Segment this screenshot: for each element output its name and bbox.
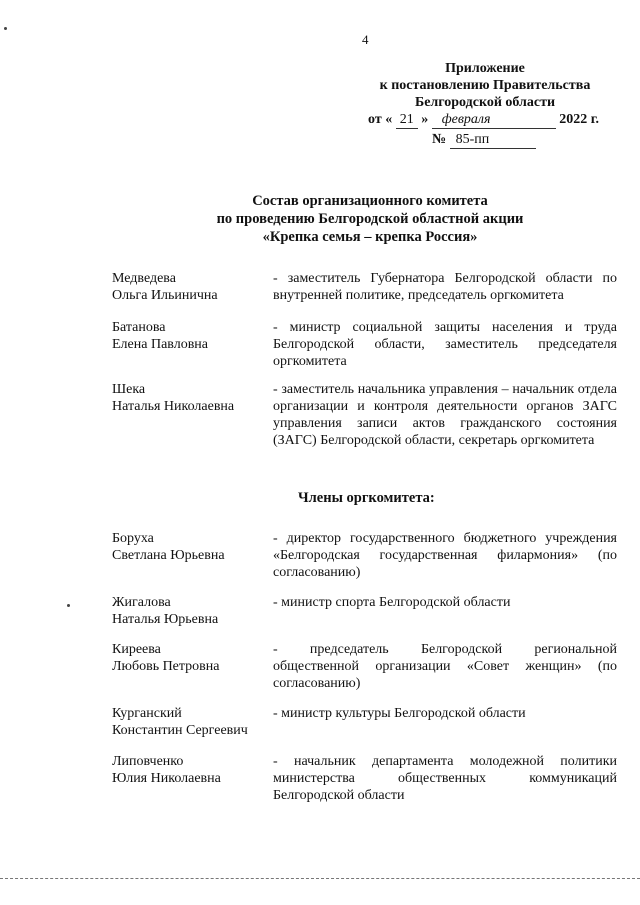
scan-edge-line (0, 878, 640, 879)
title-line: «Крепка семья – крепка Россия» (262, 229, 478, 245)
person-surname: Курганский (112, 706, 182, 721)
person-name (112, 594, 262, 628)
person-name (112, 641, 262, 675)
person-name (112, 705, 262, 739)
date-day: 21 (396, 112, 418, 129)
person-given-names: Ольга Ильинична (112, 288, 218, 303)
person-name (112, 381, 262, 415)
title-line: Состав организационного комитета (252, 193, 488, 209)
person-role: - министр культуры Белгородской области (273, 706, 526, 721)
date-month: февраля (432, 112, 556, 129)
appendix-line: Приложение (445, 61, 525, 76)
person-name (112, 319, 262, 353)
person-name (112, 270, 262, 304)
person-role: - заместитель начальника управления – начальник отдела организации и контроля деятельности органов ЗАГС управления записи актов гражданского состояния (ЗАГС) Белгородской области, секретарь оргкомитета (273, 382, 617, 448)
date-quote-close: » (421, 112, 429, 127)
document-title (150, 192, 590, 246)
appendix-line: Белгородской области (414, 95, 556, 110)
person-given-names: Юлия Николаевна (112, 771, 221, 786)
person-surname: Киреева (112, 642, 161, 657)
person-name (112, 753, 262, 787)
person-role: - директор государственного бюджетного учреждения «Белгородская государственная филармония» (по согласованию) (273, 531, 617, 580)
person-surname: Боруха (112, 531, 154, 546)
appendix-line: к постановлению Правительства (379, 78, 591, 93)
person-role: - заместитель Губернатора Белгородской области по внутренней политике, председатель оргкомитета (273, 271, 617, 303)
person-role: - министр спорта Белгородской области (273, 595, 511, 610)
page-number: 4 (362, 32, 369, 47)
appendix-number (432, 132, 536, 149)
members-heading: Члены оргкомитета: (298, 490, 435, 506)
person-role: - председатель Белгородской региональной общественной организации «Совет женщин» (по согласованию) (273, 642, 617, 691)
person-surname: Батанова (112, 320, 166, 335)
person-name (112, 530, 262, 564)
person-role: - министр социальной защиты населения и труда Белгородской области, заместитель председателя оргкомитета (273, 320, 617, 369)
person-given-names: Елена Павловна (112, 337, 209, 352)
person-given-names: Наталья Юрьевна (112, 612, 219, 627)
scan-speck (4, 27, 7, 30)
person-surname: Шека (112, 382, 146, 397)
person-given-names: Наталья Николаевна (112, 399, 235, 414)
person-role: - начальник департамента молодежной политики министерства общественных коммуникаций Белгородской области (273, 754, 617, 803)
person-surname: Медведева (112, 271, 176, 286)
person-given-names: Константин Сергеевич (112, 723, 248, 738)
date-year: 2022 г. (559, 112, 599, 127)
title-line: по проведению Белгородской областной акции (216, 211, 524, 227)
appendix-header (360, 60, 610, 111)
person-surname: Жигалова (112, 595, 171, 610)
person-surname: Липовченко (112, 754, 184, 769)
scan-speck (67, 604, 70, 607)
number-value: 85-пп (450, 132, 536, 149)
person-given-names: Любовь Петровна (112, 659, 220, 674)
appendix-date (368, 112, 599, 129)
number-prefix: № (432, 132, 447, 147)
date-prefix: от « (368, 112, 393, 127)
person-given-names: Светлана Юрьевна (112, 548, 225, 563)
